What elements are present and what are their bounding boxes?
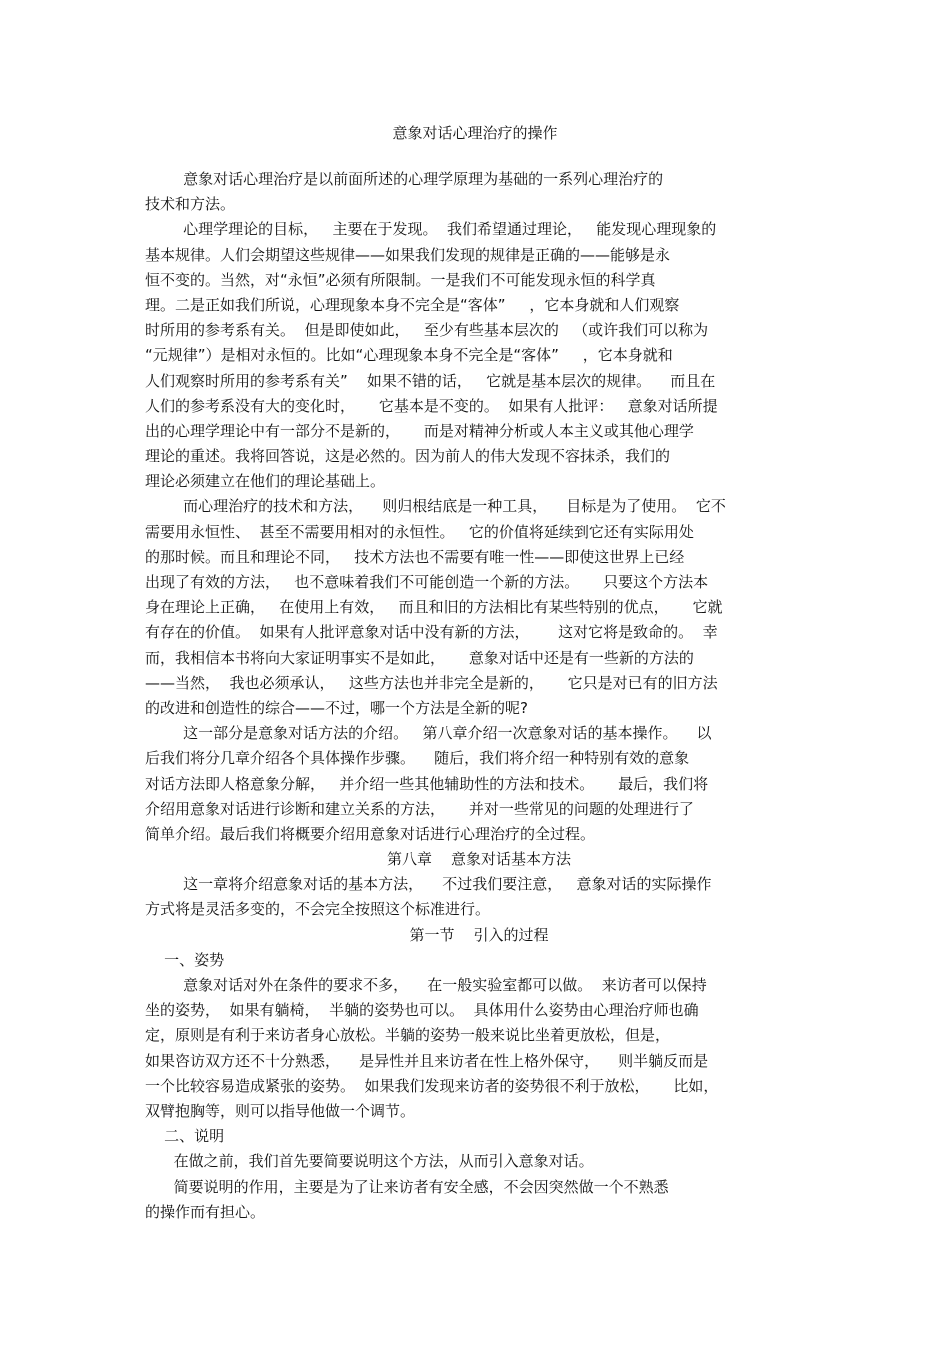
text-line: ——当然， 我也必须承认， 这些方法也并非完全是新的， 它只是对已有的旧方法 [145,673,718,692]
text-line: 理。二是正如我们所说，心理现象本身不完全是“客体” ，它本身就和人们观察 [145,295,680,314]
text-line: 简要说明的作用，主要是为了让来访者有安全感，不会因突然做一个不熟悉 [145,1177,669,1196]
text-line: 如果咨访双方还不十分熟悉， 是异性并且来访者在性上格外保守， 则半躺反而是 [145,1051,709,1070]
text-line: 一个比较容易造成紧张的姿势。 如果我们发现来访者的姿势很不利于放松， 比如， [145,1076,719,1095]
text-line: 的操作而有担心。 [145,1202,266,1221]
text-line: 理论必须建立在他们的理论基础上。 [145,472,386,491]
section-heading: 第八章 意象对话基本方法 [386,850,572,869]
text-line: 二、说明 [145,1127,225,1146]
text-line: 对话方法即人格意象分解， 并介绍一些其他辅助性的方法和技术。 最后，我们将 [145,774,709,793]
text-line: 意象对话对外在条件的要求不多， 在一般实验室都可以做。 来访者可以保持 [145,976,707,994]
text-line: 技术和方法。 [145,195,236,214]
text-line: 出的心理学理论中有一部分不是新的， 而是对精神分析或人本主义或其他心理学 [145,421,694,440]
text-line: “元规律”）是相对永恒的。比如“心理现象本身不完全是“客体” ，它本身就和 [145,346,673,365]
text-line: 身在理论上正确， 在使用上有效， 而且和旧的方法相比有某些特别的优点， 它就 [145,598,723,617]
text-line: 意象对话心理治疗是以前面所述的心理学原理为基础的一系列心理治疗的 [145,170,664,188]
text-line: 出现了有效的方法， 也不意味着我们不可能创造一个新的方法。 只要这个方法本 [145,573,709,591]
text-line: 而心理治疗的技术和方法， 则归根结底是一种工具， 目标是为了使用。 它不 [145,497,726,516]
text-line: 恒不变的。当然，对“永恒”必须有所限制。一是我们不可能发现永恒的科学真 [145,270,656,289]
text-line: 这一章将介绍意象对话的基本方法， 不过我们要注意， 意象对话的实际操作 [145,875,712,894]
text-line: 一、姿势 [145,950,225,969]
text-line: 在做之前，我们首先要简要说明这个方法，从而引入意象对话。 [145,1152,594,1171]
text-line: 简单介绍。最后我们将概要介绍用意象对话进行心理治疗的全过程。 [145,824,596,843]
document-title: 意象对话心理治疗的操作 [392,124,558,142]
text-line: 后我们将分几章介绍各个具体操作步骤。 随后，我们将介绍一种特别有效的意象 [145,749,690,768]
text-line: 理论的重述。我将回答说，这是必然的。因为前人的伟大发现不容抹杀，我们的 [145,447,671,466]
text-line: 坐的姿势， 如果有躺椅， 半躺的姿势也可以。 具体用什么姿势由心理治疗师也确 [145,1001,699,1020]
section-heading: 第一节 引入的过程 [409,925,549,944]
text-line: 定，原则是有利于来访者身心放松。半躺的姿势一般来说比坐着更放松，但是， [145,1026,671,1045]
document-body [145,167,813,1225]
text-line: 的改进和创造性的综合——不过，哪一个方法是全新的呢? [145,698,528,717]
text-line: 而，我相信本书将向大家证明事实不是如此， 意象对话中还是有一些新的方法的 [145,648,694,667]
text-line: 基本规律。人们会期望这些规律——如果我们发现的规律是正确的——能够是永 [145,245,671,264]
text-line: 介绍用意象对话进行诊断和建立关系的方法， 并对一些常见的问题的处理进行了 [145,799,694,818]
text-line: 的那时候。而且和理论不同， 技术方法也不需要有唯一性——即使这世界上已经 [145,547,685,566]
text-line: 双臂抱胸等，则可以指导他做一个调节。 [145,1101,416,1120]
text-line: 心理学理论的目标， 主要在于发现。 我们希望通过理论， 能发现心理现象的 [145,220,717,239]
text-line: 人们观察时所用的参考系有关” 如果不错的话， 它就是基本层次的规律。 而且在 [145,371,716,390]
text-line: 人们的参考系没有大的变化时， 它基本是不变的。 如果有人批评： 意象对话所提 [145,396,718,415]
text-line: 这一部分是意象对话方法的介绍。 第八章介绍一次意象对话的基本操作。 以 [145,724,712,743]
text-line: 方式将是灵活多变的，不会完全按照这个标准进行。 [145,900,491,919]
text-line: 需要用永恒性、 甚至不需要用相对的永恒性。 它的价值将延续到它还有实际用处 [145,522,694,541]
text-line: 时所用的参考系有关。 但是即使如此， 至少有些基本层次的 （或许我们可以称为 [145,321,709,340]
text-line: 有存在的价值。 如果有人批评意象对话中没有新的方法， 这对它将是致命的。 幸 [145,623,718,642]
